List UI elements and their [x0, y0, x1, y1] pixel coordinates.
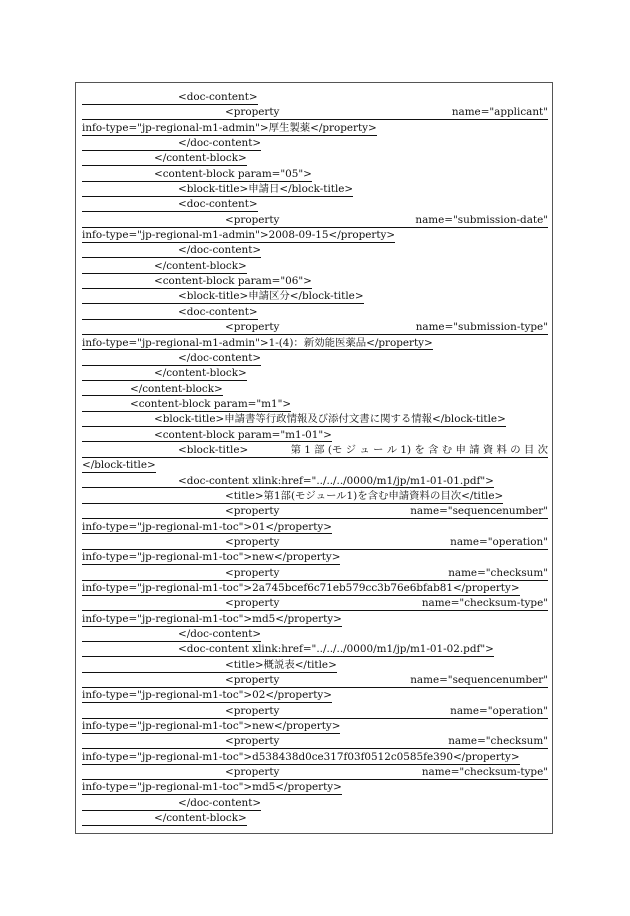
code-line-text: info-type="jp-regional-m1-admin">厚生製薬</property>: [82, 121, 377, 134]
code-line-attribute: name="submission-date": [415, 213, 548, 226]
code-line-text: <property: [225, 106, 280, 119]
code-line-attribute: 第 1 部 (モ ジ ュ ー ル 1) を 含 む 申 請 資 料 の 目 次: [290, 443, 548, 456]
code-line: [82, 658, 548, 673]
code-line-text: </content-block>: [154, 152, 247, 165]
code-line-text: <property: [225, 505, 280, 518]
code-line-text: <doc-content>: [178, 91, 258, 103]
code-line-text: </doc-content>: [178, 244, 262, 257]
code-line-text: <property: [225, 674, 280, 687]
code-line-text: <block-title>申請書等行政情報及び添付文書に関する情報</block-title>: [154, 413, 506, 426]
code-line: [82, 167, 548, 182]
code-line: [82, 366, 548, 381]
code-line-text: <block-title>申請区分</block-title>: [178, 290, 364, 303]
code-line-text: info-type="jp-regional-m1-toc">new</property>: [82, 720, 341, 733]
code-line-attribute: name="applicant": [451, 106, 548, 119]
code-line: [82, 673, 548, 688]
code-line-text: <property: [225, 535, 280, 548]
code-line: [82, 474, 548, 489]
code-line: [82, 719, 548, 734]
code-line: [82, 734, 548, 749]
code-line-text: <property: [225, 766, 280, 779]
code-line: [82, 796, 548, 811]
code-line-text: <property: [225, 213, 280, 226]
code-line-text: info-type="jp-regional-m1-toc">md5</property>: [82, 781, 342, 794]
code-line-attribute: name="sequencenumber": [410, 505, 548, 518]
code-line: [82, 382, 548, 397]
code-line-text: <content-block param="m1-01">: [154, 428, 332, 441]
code-line: [82, 213, 548, 228]
code-line: [82, 228, 548, 243]
code-line-text: <doc-content>: [178, 305, 258, 318]
code-line-text: info-type="jp-regional-m1-toc">d538438d0ce317f03f0512c0585fe390</property>: [82, 750, 520, 763]
code-line-text: <property: [225, 566, 280, 579]
code-line: [82, 458, 548, 473]
code-line: [82, 550, 548, 565]
code-line: [82, 811, 548, 826]
code-line: [82, 504, 548, 519]
code-line: [82, 780, 548, 795]
code-line-text: <content-block param="05">: [154, 167, 312, 180]
code-line-text: <property: [225, 735, 280, 748]
code-line-text: </content-block>: [154, 367, 247, 380]
code-line-text: info-type="jp-regional-m1-toc">new</property>: [82, 551, 341, 564]
code-line-attribute: name="sequencenumber": [410, 674, 548, 687]
code-line-text: </doc-content>: [178, 137, 262, 150]
code-line: [82, 428, 548, 443]
code-line: [82, 259, 548, 274]
code-line-text: info-type="jp-regional-m1-toc">01</property>: [82, 520, 332, 533]
code-line-text: info-type="jp-regional-m1-toc">02</property>: [82, 689, 332, 702]
code-line-text: info-type="jp-regional-m1-toc">md5</property>: [82, 612, 342, 625]
code-line-attribute: name="operation": [450, 704, 548, 717]
code-line: [82, 305, 548, 320]
code-line: [82, 151, 548, 166]
code-line-text: <block-title>: [178, 443, 249, 456]
code-line: [82, 642, 548, 657]
code-line-text: <block-title>申請日</block-title>: [178, 183, 354, 196]
code-line-text: </content-block>: [130, 382, 223, 395]
code-line-text: <property: [225, 321, 280, 334]
code-line: [82, 182, 548, 197]
code-line: [82, 397, 548, 412]
code-line-attribute: name="checksum": [448, 566, 548, 579]
code-line: [82, 197, 548, 212]
code-line-attribute: name="checksum-type": [421, 766, 548, 779]
code-line: [82, 136, 548, 151]
code-line-attribute: name="checksum": [448, 735, 548, 748]
code-line-text: <title>第1部(モジュール1)を含む申請資料の目次</title>: [225, 489, 504, 502]
code-line-text: info-type="jp-regional-m1-toc">2a745bcef6c71eb579cc3b76e6bfab81</property>: [82, 582, 520, 594]
code-line-attribute: name="checksum-type": [421, 597, 548, 610]
code-line-text: </block-title>: [82, 459, 156, 472]
code-line-text: <title>概説表</title>: [225, 658, 337, 671]
code-line: [82, 336, 548, 351]
code-line-text: </content-block>: [154, 812, 247, 825]
code-line: [82, 520, 548, 535]
code-line-text: <doc-content>: [178, 198, 258, 211]
code-line-text: </doc-content>: [178, 351, 262, 364]
code-line-attribute: name="operation": [450, 535, 548, 548]
code-line-text: <property: [225, 597, 280, 610]
code-line-text: <content-block param="m1">: [130, 397, 292, 410]
code-line: [82, 443, 548, 458]
code-line: [82, 412, 548, 427]
code-line-text: info-type="jp-regional-m1-admin">2008-09-15</property>: [82, 229, 396, 242]
code-line-text: info-type="jp-regional-m1-admin">1-(4)：新効能医薬品</property>: [82, 336, 433, 349]
code-line-text: </content-block>: [154, 259, 247, 272]
code-line-text: <property: [225, 704, 280, 717]
code-line-attribute: name="submission-type": [415, 321, 548, 334]
code-line: [82, 289, 548, 304]
xml-listing: [82, 90, 548, 827]
code-line: [82, 90, 548, 105]
code-line: [82, 105, 548, 120]
code-line: [82, 243, 548, 258]
code-line: [82, 627, 548, 642]
code-line: [82, 688, 548, 703]
code-line-text: <content-block param="06">: [154, 275, 312, 288]
code-line: [82, 320, 548, 335]
code-line-text: <doc-content xlink:href="../../../0000/m1/jp/m1-01-01.pdf">: [178, 474, 494, 487]
code-line: [82, 535, 548, 550]
code-line-text: </doc-content>: [178, 796, 262, 809]
code-line: [82, 566, 548, 581]
code-line: [82, 612, 548, 627]
code-line: [82, 489, 548, 504]
code-line: [82, 351, 548, 366]
code-line: [82, 750, 548, 765]
code-line: [82, 274, 548, 289]
code-line-text: </doc-content>: [178, 628, 262, 641]
code-line-text: <doc-content xlink:href="../../../0000/m1/jp/m1-01-02.pdf">: [178, 643, 494, 656]
code-line: [82, 704, 548, 719]
code-line: [82, 765, 548, 780]
code-line: [82, 121, 548, 136]
code-line: [82, 581, 548, 596]
code-line: [82, 596, 548, 611]
